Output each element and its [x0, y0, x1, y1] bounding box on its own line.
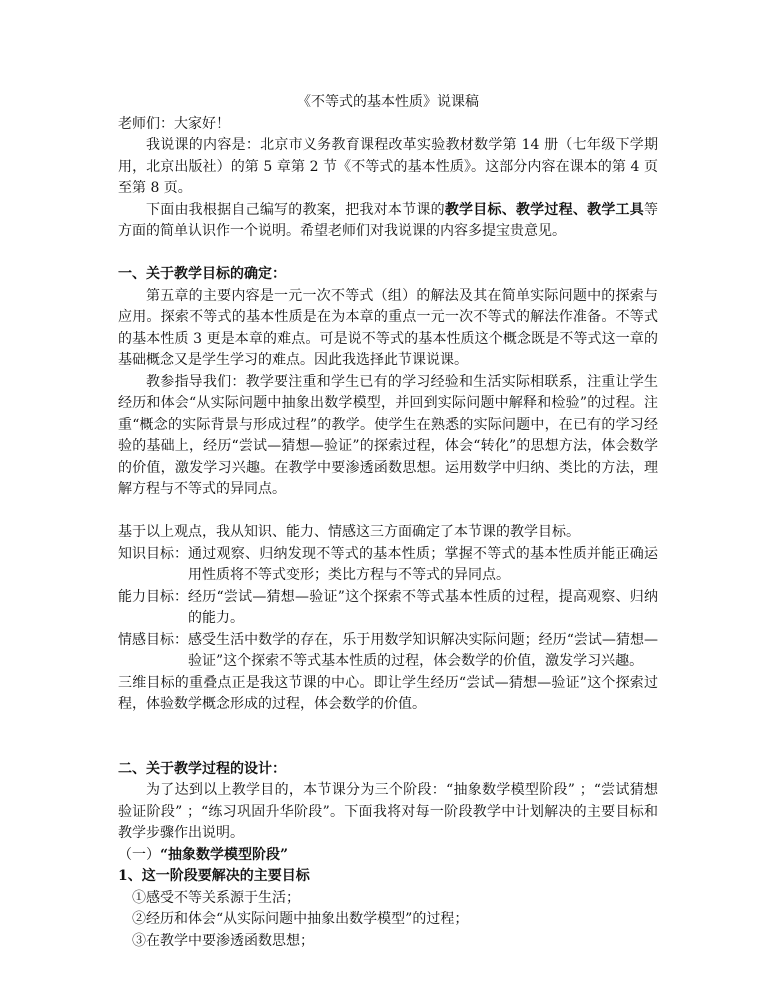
- goal-ability: [118, 587, 658, 630]
- list-item: ①感受不等关系源于生活；: [132, 889, 300, 906]
- section-1-paragraph-3: 基于以上观点，我从知识、能力、情感这三方面确定了本节课的教学目标。: [118, 524, 580, 540]
- section-1-paragraph-1: 第五章的主要内容是一元一次不等式（组）的解法及其在简单实际问题中的探索与应用。探索不等式的基本性质是在为本章的重点一元一次不等式的解法作准备。不等式的基本性质 3 更是本章的难点。可是说不等式的基本性质这个概念既是不等式这一章的基础概念又是学生学习的难点。因此我选择此节课说课。: [118, 287, 658, 368]
- section-2-heading: 二、关于教学过程的设计：: [118, 760, 286, 777]
- goal-knowledge: [118, 544, 658, 587]
- section-2-paragraph-1: 为了达到以上教学目的，本节课分为三个阶段：“抽象数学模型阶段” ；“尝试猜想验证阶段” ；“练习巩固升华阶段”。下面我将对每一阶段教学中计划解决的主要目标和教学步骤作出说明。: [118, 782, 658, 841]
- list-item: ③在教学中要渗透函数思想；: [132, 932, 314, 949]
- stage-1-heading: [118, 845, 658, 867]
- intro-paragraph-2: [118, 200, 658, 243]
- document-page: [118, 92, 658, 952]
- section-1-heading: 一、关于教学目标的确定：: [118, 266, 286, 282]
- goal-text: 感受生活中数学的存在，乐于用数学知识解决实际问题；经历“尝试—猜想—验证”这个探索不等式基本性质的过程，体会数学的价值，激发学习兴趣。: [188, 631, 658, 669]
- goal-emotion: [118, 630, 658, 673]
- goal-text: 通过观察、归纳发现不等式的基本性质；掌握不等式的基本性质并能正确运用性质将不等式变形；类比方程与不等式的异同点。: [188, 545, 658, 583]
- goal-label: 能力目标：: [118, 588, 188, 605]
- goal-label: 情感目标：: [118, 631, 188, 648]
- intro-text-post: 等方面的简单认识作一个说明。希望老师们对我说课的内容多提宝贵意见。: [118, 201, 659, 239]
- spacer: [118, 716, 658, 738]
- goal-label: 知识目标：: [118, 545, 188, 562]
- goal-text: 经历“尝试—猜想—验证”这个探索不等式基本性质的过程，提高观察、归纳的能力。: [188, 588, 658, 626]
- subsection-1-heading: 1、这一阶段要解决的主要目标: [118, 868, 310, 884]
- stage-1-prefix: （一）: [118, 846, 160, 863]
- section-1-paragraph-2: 教参指导我们：教学要注重和学生已有的学习经验和生活实际相联系，注重让学生经历和体会“从实际问题中抽象出数学模型，并回到实际问题中解释和检验”的过程。注重“概念的实际背景与形成过程”的教学。使学生在熟悉的实际问题中，在已有的学习经验的基础上，经历“尝试—猜想—验证”的探索过程，体会“转化”的思想方法，体会数学的价值，激发学习兴趣。在教学中要渗透函数思想。运用数学中归纳、类比的方法，理解方程与不等式的异同点。: [118, 373, 658, 497]
- intro-text-bold: 教学目标、教学过程、教学工具: [444, 201, 645, 218]
- section-1-paragraph-4: 三维目标的重叠点正是我这节课的中心。即让学生经历“尝试—猜想—验证”这个探索过程，体验数学概念形成的过程，体会数学的价值。: [118, 674, 658, 712]
- document-title: 《不等式的基本性质》说课稿: [297, 94, 479, 110]
- intro-text-pre: 下面由我根据自己编写的教案，把我对本节课的: [146, 201, 445, 218]
- stage-1-title: “抽象数学模型阶段”: [160, 846, 289, 863]
- spacer: [118, 737, 658, 759]
- greeting: 老师们：大家好！: [118, 115, 230, 132]
- spacer: [118, 243, 658, 265]
- intro-paragraph-1: 我说课的内容是：北京市义务教育课程改革实验教材数学第 14 册（七年级下学期用，北京出版社）的第 5 章第 2 节《不等式的基本性质》。这部分内容在课本的第 4 页至第 8 页。: [118, 137, 658, 196]
- spacer: [118, 501, 658, 523]
- list-item: ②经历和体会“从实际问题中抽象出数学模型”的过程；: [132, 911, 469, 927]
